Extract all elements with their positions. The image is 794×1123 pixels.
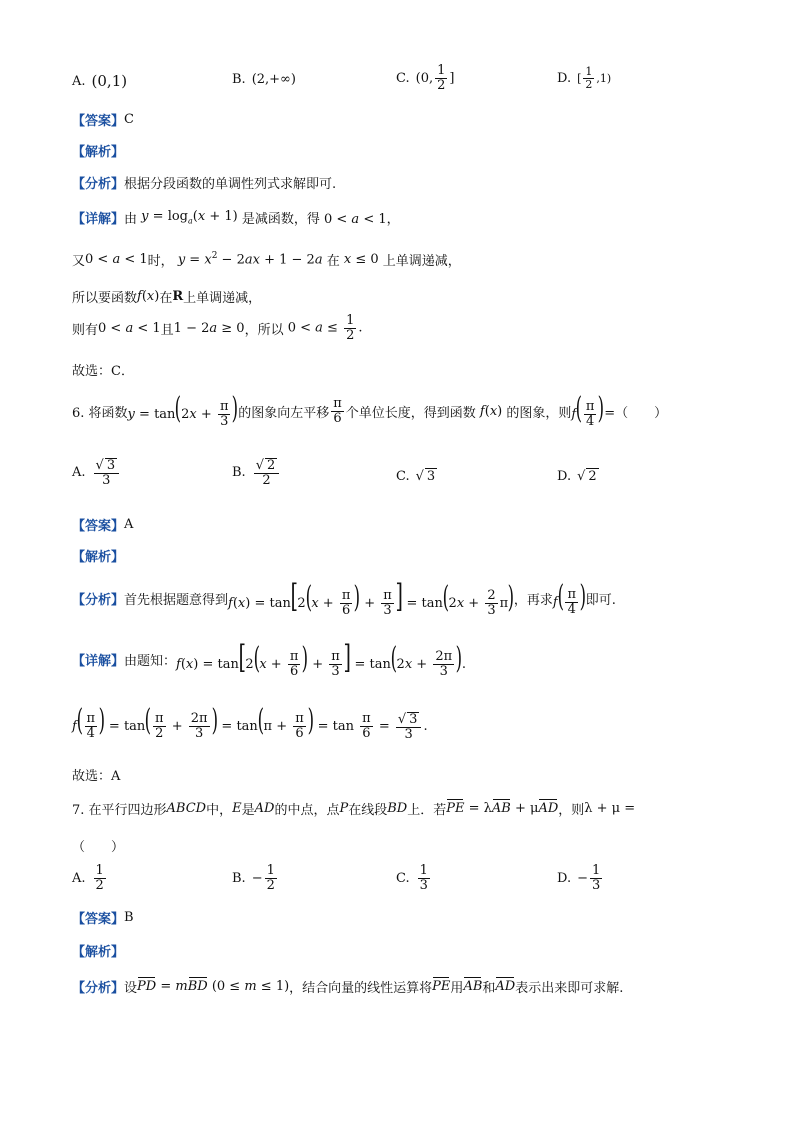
formula: y = tan(2x + $\frac{\pi}{3}$ ): [127, 391, 239, 429]
formula: f(x): [479, 403, 507, 419]
fenxi-tag: 【分析】: [72, 981, 125, 996]
fraction-denominator: 3: [419, 877, 428, 893]
q6-detail-line-1: [72, 638, 467, 679]
q7-option-d: [557, 864, 604, 892]
fraction-numerator: 1: [585, 65, 593, 78]
fraction-numerator: 1: [419, 863, 428, 878]
option-label: B.: [232, 72, 246, 87]
text: 在: [159, 291, 173, 306]
math-var: BD: [387, 801, 408, 816]
formula: f(x) = tan[2(x + $\frac{\pi}{6}$ ) + $\frac{\pi}{3}$ ] = tan(2x + $\frac{2}{3}$ π): [228, 577, 515, 618]
q5-analysis-heading: [72, 141, 124, 160]
formula: λ + μ =: [584, 801, 636, 816]
fenxi-tag: 【分析】: [72, 593, 125, 609]
formula: PD = mBD (0 ≤ m ≤ 1): [137, 979, 290, 994]
formula: 0 < a ≤ $\frac{1}{2}$ .: [283, 313, 363, 343]
option-value-prefix: [: [577, 71, 582, 85]
sqrt-radicand: 2: [266, 458, 276, 473]
fraction-numerator: 1: [266, 863, 275, 878]
text: 上单调递减，: [382, 254, 461, 269]
option-value: √ 2: [577, 469, 597, 484]
math-var: ABCD: [166, 801, 207, 816]
option-fraction: $\frac{√ 2}{2}$: [254, 458, 280, 487]
text: 是减函数，得: [241, 212, 320, 227]
text: 上单调递减，: [183, 291, 262, 306]
fraction-numerator: 1: [592, 863, 601, 878]
q5-option-a: [72, 72, 127, 90]
formula: AB: [463, 979, 483, 994]
fraction-denominator: 2: [262, 472, 271, 488]
formula: $\frac{\pi}{6}$: [333, 396, 342, 426]
option-value: (2,+∞): [251, 72, 296, 87]
text: 在: [326, 254, 340, 269]
formula: PE: [432, 979, 451, 994]
formula: 0 < a < 1: [85, 252, 148, 267]
formula: f( $\frac{\pi}{4}$ ): [552, 578, 587, 617]
fraction-numerator: 1: [437, 63, 446, 78]
formula: 1 − 2a ≥ 0: [173, 320, 245, 336]
option-label: C.: [396, 70, 410, 86]
text: ，再求: [513, 593, 553, 609]
q6-stem: [72, 391, 668, 429]
q6-option-a: [72, 458, 121, 487]
option-label: A.: [72, 73, 86, 89]
option-label: D.: [557, 468, 572, 484]
answer-tag: 【答案】: [72, 114, 125, 129]
question-text: 6. 将函数: [72, 405, 128, 421]
fraction-denominator: 2: [95, 877, 104, 893]
text: ，所以: [244, 322, 284, 338]
q5-option-d: [557, 66, 611, 90]
text: 且: [160, 322, 174, 338]
option-label: D.: [557, 70, 572, 86]
question-text: 是: [241, 803, 255, 818]
question-text: =（ ）: [604, 405, 668, 421]
q5-choice: [72, 360, 134, 379]
option-fraction: [590, 864, 602, 892]
formula: 0 < a < 1: [98, 320, 161, 336]
q5-option-c: [396, 64, 454, 92]
text: 表示出来即可求解.: [515, 981, 624, 996]
answer-value: C: [124, 112, 134, 127]
q6-detail-line-2: [72, 703, 428, 742]
option-value-suffix: ,1): [596, 71, 612, 85]
option-fraction: [418, 864, 430, 892]
text: 时，: [147, 254, 174, 269]
q5-fenxi: [72, 173, 336, 192]
question-text: 在线段: [348, 803, 388, 818]
fraction-denominator: 2: [437, 77, 446, 93]
text: 由: [124, 212, 138, 227]
text: ，结合向量的线性运算将: [289, 981, 433, 996]
set-symbol: R: [172, 289, 184, 304]
q7-stem: [72, 799, 635, 818]
sqrt-radicand: 3: [426, 469, 436, 484]
question-text: 的图象向左平移: [238, 405, 330, 421]
question-text: 7. 在平行四边形: [72, 803, 167, 818]
q6-choice: [72, 765, 120, 784]
math-var: P: [339, 801, 349, 816]
option-sign: −: [251, 870, 263, 886]
formula: f( $\frac{\pi}{4}$ ) = tan( $\frac{\pi}{2}$ + $\frac{2\pi}{3}$ ) = tan(π + $\frac{\pi}{6}$ ) = tan $\frac{\pi}{6}$ = $\frac{√ 3}{3}$ .: [72, 703, 428, 742]
formula: 0 < a < 1，: [319, 212, 400, 227]
q6-answer: [72, 515, 133, 534]
q7-analysis-heading: [72, 941, 124, 960]
fenxi-text: 根据分段函数的单调性列式求解即可.: [124, 177, 337, 192]
analysis-tag: 【解析】: [72, 145, 125, 160]
choice-text: 故选：C．: [72, 364, 134, 379]
option-value-prefix: (0,: [415, 70, 434, 86]
choice-text: 故选：A: [72, 769, 121, 784]
formula: f( $\frac{\pi}{4}$ ): [571, 391, 605, 429]
option-sign: −: [577, 870, 588, 886]
text: 则有: [72, 322, 99, 338]
q7-option-b: [232, 864, 279, 892]
option-label: C.: [396, 468, 410, 484]
formula: AD: [495, 979, 516, 994]
formula: f(x): [137, 289, 160, 304]
q6-option-c: [396, 468, 437, 484]
text: 即可.: [585, 593, 616, 609]
analysis-tag: 【解析】: [72, 550, 125, 565]
text: 由题知：: [124, 654, 177, 670]
formula: $y = x^2 - 2ax + 1 - 2a$: [177, 251, 323, 268]
q6-analysis-heading: [72, 546, 124, 565]
question-text: 个单位长度，得到函数: [345, 405, 476, 421]
answer-value: B: [124, 910, 134, 925]
math-var: AD: [254, 801, 275, 816]
fraction-denominator: 3: [102, 472, 111, 488]
text: 所以要函数: [72, 291, 138, 306]
answer-value: A: [124, 517, 134, 532]
q7-option-a: [72, 864, 108, 892]
formula: PE = λAB + μAD: [446, 801, 559, 816]
q7-answer: [72, 908, 134, 927]
q5-option-b: [232, 72, 296, 87]
option-fraction: [435, 64, 447, 92]
fraction-denominator: 2: [266, 877, 275, 893]
question-text: 上．若: [407, 803, 447, 818]
question-text: 中，: [206, 803, 233, 818]
option-label: B.: [232, 870, 246, 886]
detail-tag: 【详解】: [72, 212, 125, 227]
sqrt-radicand: 2: [588, 469, 597, 484]
q5-detail-line-1: [72, 208, 400, 227]
q5-detail-line-2: [72, 250, 461, 269]
fraction-denominator: 2: [585, 77, 593, 91]
option-value: √ 3: [415, 469, 436, 484]
text: 又: [72, 254, 86, 269]
math-var: E: [232, 801, 242, 816]
text: 首先根据题意得到: [124, 593, 229, 609]
option-fraction: [265, 864, 277, 892]
fraction-denominator: 3: [592, 877, 601, 893]
question-text: ，则: [558, 803, 585, 818]
q7-fenxi: [72, 977, 623, 996]
answer-tag: 【答案】: [72, 519, 125, 534]
formula: f(x) = tan[2(x + $\frac{\pi}{6}$ ) + $\frac{\pi}{3}$ ] = tan(2x + $\frac{2\pi}{3}$ ).: [176, 638, 467, 679]
formula: $y = \log_a(x + 1)$: [141, 209, 242, 226]
option-label: A.: [72, 870, 86, 886]
analysis-tag: 【解析】: [72, 945, 125, 960]
option-label: B.: [232, 465, 246, 481]
option-fraction: [94, 864, 106, 892]
q5-answer: [72, 110, 134, 129]
answer-tag: 【答案】: [72, 912, 125, 927]
question-text: 的中点，点: [274, 803, 340, 818]
q6-option-d: [557, 468, 599, 484]
sqrt-radicand: 3: [106, 458, 116, 473]
option-value: (0,1): [91, 72, 128, 90]
fenxi-tag: 【分析】: [72, 177, 125, 192]
text: 和: [482, 981, 496, 996]
text: 设: [124, 981, 138, 996]
formula: x ≤ 0: [343, 252, 383, 267]
option-fraction: [583, 66, 594, 90]
option-label: A.: [72, 465, 86, 481]
option-value-suffix: ]: [449, 70, 455, 86]
q7-stem-paren: [72, 836, 124, 855]
question-text: （ ）: [72, 840, 125, 855]
q5-detail-line-3: [72, 287, 261, 306]
q6-fenxi: [72, 577, 616, 618]
detail-tag: 【详解】: [72, 654, 125, 670]
q7-option-c: [396, 864, 432, 892]
fraction-numerator: 1: [95, 863, 104, 878]
option-label: C.: [396, 870, 410, 886]
q6-option-b: [232, 458, 281, 487]
option-fraction: $\frac{√ 3}{3}$: [94, 458, 120, 487]
question-text: 的图象，则: [506, 405, 572, 421]
option-label: D.: [557, 870, 572, 886]
text: 用: [450, 981, 464, 996]
q5-detail-line-4: [72, 314, 363, 342]
